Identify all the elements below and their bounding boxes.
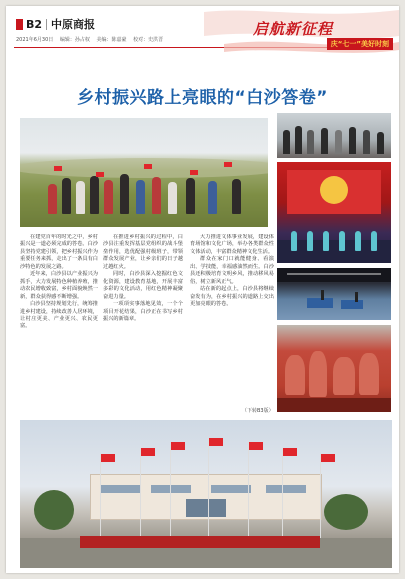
paragraph: 站在新的起点上，白沙县将继续奋发有为，在乡村振兴的道路上交出更加亮眼的答卷。	[190, 286, 274, 308]
person	[62, 178, 71, 214]
person	[232, 179, 241, 214]
crowd	[40, 166, 255, 214]
red-flag	[171, 442, 185, 450]
meta-proof: 校对：史洪晋	[133, 37, 164, 43]
relief-figure	[333, 357, 355, 395]
red-flag	[249, 442, 263, 450]
dancer	[339, 231, 345, 251]
relief-figure	[359, 353, 379, 395]
dancer	[355, 231, 361, 251]
person	[152, 177, 161, 214]
person	[76, 181, 85, 214]
dancer	[323, 231, 329, 251]
person	[104, 180, 113, 214]
museum-building	[90, 474, 322, 520]
article-column-2	[103, 234, 183, 415]
red-flag	[209, 438, 223, 446]
dancer	[371, 231, 377, 251]
headline: 乡村振兴路上亮眼的“白沙答卷”	[77, 88, 328, 108]
red-banner	[80, 536, 320, 548]
continued-note: （下转B3版）	[242, 408, 274, 414]
red-flag	[321, 454, 335, 462]
photo-rural-celebration	[20, 118, 268, 227]
red-flag	[101, 454, 115, 462]
person	[90, 176, 99, 214]
header-banner	[194, 6, 399, 58]
red-flag	[54, 166, 62, 171]
dancer	[307, 231, 313, 251]
person	[186, 178, 195, 214]
red-flag	[144, 164, 152, 169]
red-flag	[224, 162, 232, 167]
page-header	[6, 6, 399, 58]
paragraph: 在推进乡村振兴的过程中，白沙县注重发挥基层党组织的战斗堡垒作用，选优配强村级班子，带领群众发展产业，让乡亲们的日子越过越红火。	[103, 234, 183, 270]
person	[168, 182, 177, 214]
photo-stage-performance	[277, 162, 391, 263]
article-column-3	[190, 234, 274, 415]
person	[136, 180, 145, 214]
person	[208, 181, 217, 214]
person	[48, 184, 57, 214]
meta-editor: 编辑：孙占权	[59, 37, 90, 43]
relief-figure	[309, 351, 327, 397]
divider	[46, 19, 47, 30]
hall-scene	[277, 268, 391, 320]
photo-museum-plaza	[20, 420, 392, 568]
person	[120, 174, 129, 214]
red-flag	[190, 170, 198, 175]
page-number: B2	[26, 17, 43, 31]
paper-name: 中原商报	[51, 18, 96, 31]
page-marker	[16, 19, 23, 30]
paragraph: 大力推进文体事业发展，建设体育场馆和文化广场，举办各类群众性文体活动，丰富群众精神文化生活。	[190, 234, 274, 255]
page-code	[16, 16, 95, 32]
relief-base	[277, 398, 391, 412]
red-flag	[96, 172, 104, 177]
newspaper-page	[6, 6, 399, 573]
slogan: 启航新征程	[252, 20, 333, 38]
tree	[324, 494, 368, 530]
article-column-1	[20, 234, 98, 415]
photo-visit-group	[277, 113, 391, 158]
paragraph: 近年来，白沙县以产业振兴为抓手，大力发展特色种植养殖，推动农民增收致富，乡村面貌焕然一新，群众获得感不断增强。	[20, 271, 98, 300]
meta-design: 美编：陈嘉豪	[96, 37, 127, 43]
red-flag	[283, 448, 297, 456]
page-meta	[16, 36, 168, 43]
paragraph: 同时，白沙县深入挖掘红色文化资源，建设教育基地，开展丰富多彩的文化活动，用红色精神凝聚奋进力量。	[103, 271, 183, 300]
greeting-badge: 庆“七一”美好时刻	[327, 38, 393, 50]
paragraph: 白沙县坚持规划先行，统筹推进乡村建设，持续改善人居环境，让村庄更美、产业更兴、农民更富。	[20, 301, 98, 330]
paragraph: 在建党百年的时光之中，乡村振兴是一道必须完成的答卷。白沙县坚持党建引领，把乡村振兴作为重要任务来抓，走出了一条具有白沙特色的发展之路。	[20, 234, 98, 270]
paragraph: 群众在家门口就能健身、看演出、学技能，幸福感油然而生。白沙县还积极培育文明乡风，推动移风易俗，树立新风正气。	[190, 256, 274, 285]
dancer	[291, 231, 297, 251]
photo-red-relief-wall	[277, 325, 391, 412]
tree	[34, 490, 74, 530]
red-flag	[141, 448, 155, 456]
paragraph: 一项项实事落地见效，一个个项目开花结果，白沙正在书写乡村振兴的新篇章。	[103, 301, 183, 322]
meta-date: 2021年6月30日	[16, 37, 54, 43]
photo-sports-hall	[277, 268, 391, 320]
relief-figure	[285, 355, 305, 395]
